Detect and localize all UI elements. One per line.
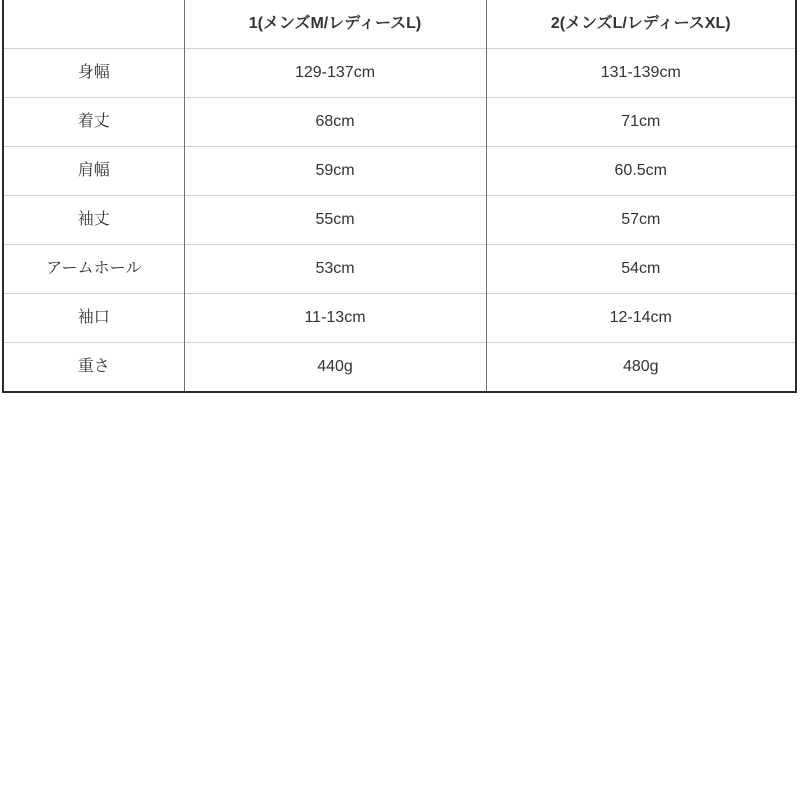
size1-value: 129-137cm — [184, 49, 486, 98]
table-row — [3, 147, 796, 196]
size2-value: 54cm — [486, 245, 796, 294]
header-row — [3, 0, 796, 49]
size2-value: 480g — [486, 343, 796, 393]
size1-value: 59cm — [184, 147, 486, 196]
size2-value: 57cm — [486, 196, 796, 245]
table-row — [3, 49, 796, 98]
row-label: 袖丈 — [3, 196, 184, 245]
table-row — [3, 98, 796, 147]
row-label: 着丈 — [3, 98, 184, 147]
row-label: 肩幅 — [3, 147, 184, 196]
size1-value: 440g — [184, 343, 486, 393]
size1-value: 68cm — [184, 98, 486, 147]
table-row — [3, 294, 796, 343]
table-row — [3, 245, 796, 294]
size-chart — [0, 0, 797, 393]
size1-value: 53cm — [184, 245, 486, 294]
row-label: 重さ — [3, 343, 184, 393]
header-cell-size1: 1(メンズM/レディースL) — [184, 0, 486, 49]
size1-value: 55cm — [184, 196, 486, 245]
size-chart-table — [2, 0, 797, 393]
size2-value: 131-139cm — [486, 49, 796, 98]
header-cell-blank — [3, 0, 184, 49]
size1-value: 11-13cm — [184, 294, 486, 343]
table-row — [3, 196, 796, 245]
row-label: 袖口 — [3, 294, 184, 343]
size2-value: 60.5cm — [486, 147, 796, 196]
table-row — [3, 343, 796, 393]
row-label: アームホール — [3, 245, 184, 294]
row-label: 身幅 — [3, 49, 184, 98]
size2-value: 71cm — [486, 98, 796, 147]
size2-value: 12-14cm — [486, 294, 796, 343]
header-cell-size2: 2(メンズL/レディースXL) — [486, 0, 796, 49]
